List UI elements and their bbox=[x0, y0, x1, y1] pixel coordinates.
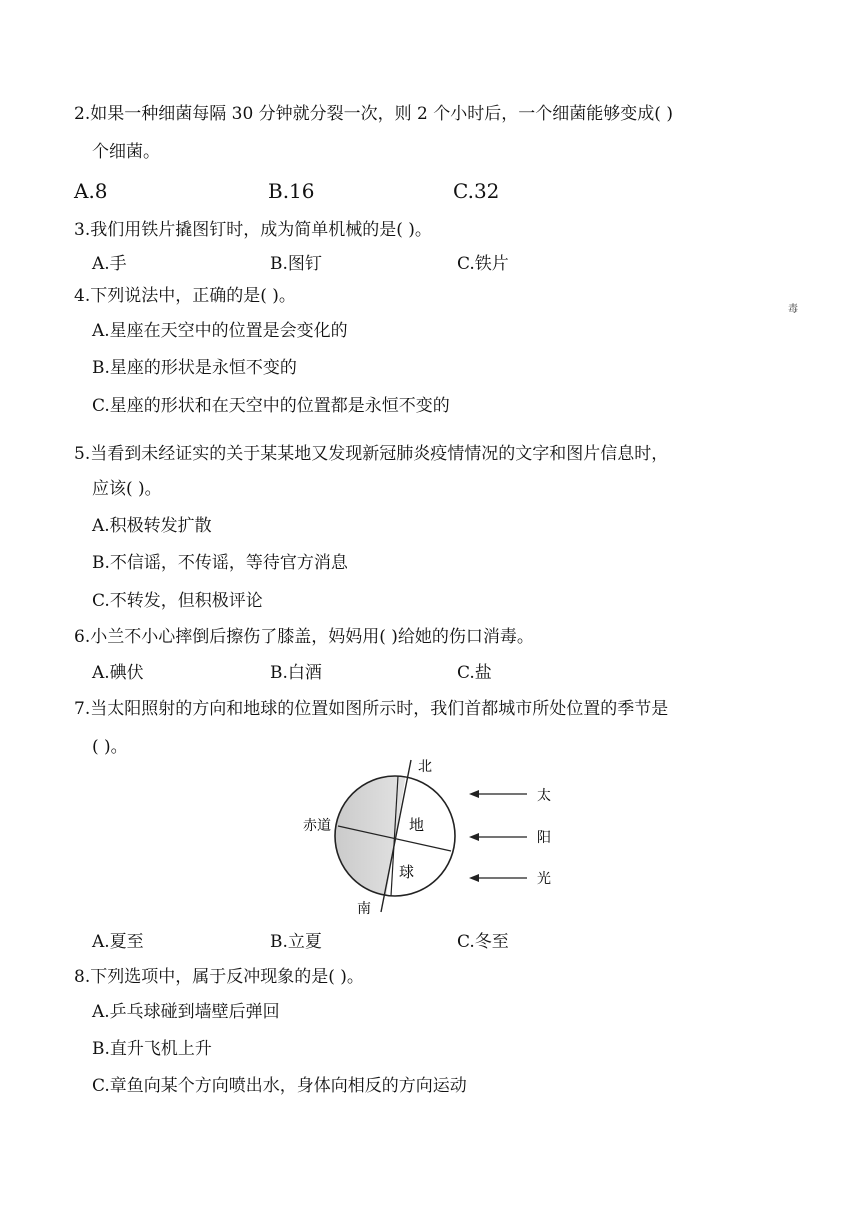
sun-label-3: 光 bbox=[537, 871, 551, 887]
sun-label-1: 太 bbox=[537, 788, 551, 804]
q8-stem: 8.下列选项中，属于反冲现象的是( )。 bbox=[74, 967, 364, 987]
margin-note: 毒 bbox=[788, 304, 798, 315]
q2-option-c: C.32 bbox=[453, 179, 500, 203]
q7-option-a: A.夏至 bbox=[92, 932, 144, 952]
q6-option-a: A.碘伏 bbox=[92, 663, 144, 683]
south-label: 南 bbox=[357, 901, 371, 917]
sun-label-2: 阳 bbox=[537, 830, 551, 846]
q2-option-a: A.8 bbox=[74, 179, 108, 203]
q6-stem: 6.小兰不小心摔倒后擦伤了膝盖，妈妈用( )给她的伤口消毒。 bbox=[74, 627, 534, 647]
q2-option-b: B.16 bbox=[268, 179, 315, 203]
q4-stem: 4.下列说法中，正确的是( )。 bbox=[74, 286, 296, 306]
q4-option-b: B.星座的形状是永恒不变的 bbox=[92, 358, 297, 378]
north-label: 北 bbox=[418, 759, 432, 775]
q6-option-c: C.盐 bbox=[457, 663, 492, 683]
earth-label-2: 球 bbox=[399, 863, 415, 881]
q3-stem: 3.我们用铁片撬图钉时，成为简单机械的是( )。 bbox=[74, 220, 432, 240]
q8-option-a: A.乒乓球碰到墙壁后弹回 bbox=[92, 1002, 280, 1022]
equator-label: 赤道 bbox=[303, 818, 331, 834]
earth-sunlight-figure bbox=[295, 750, 565, 920]
q7-stem-line1: 7.当太阳照射的方向和地球的位置如图所示时，我们首都城市所处位置的季节是 bbox=[74, 699, 669, 719]
q3-option-c: C.铁片 bbox=[457, 254, 509, 274]
q7-option-c: C.冬至 bbox=[457, 932, 509, 952]
q3-option-b: B.图钉 bbox=[270, 254, 322, 274]
q8-option-b: B.直升飞机上升 bbox=[92, 1039, 212, 1059]
q5-option-b: B.不信谣，不传谣，等待官方消息 bbox=[92, 553, 348, 573]
q6-option-b: B.白酒 bbox=[270, 663, 322, 683]
earth-label-1: 地 bbox=[409, 816, 425, 834]
q5-option-c: C.不转发，但积极评论 bbox=[92, 591, 263, 611]
q2-stem-line2: 个细菌。 bbox=[92, 142, 160, 162]
q4-option-c: C.星座的形状和在天空中的位置都是永恒不变的 bbox=[92, 396, 450, 416]
q2-stem-line1: 2.如果一种细菌每隔 30 分钟就分裂一次，则 2 个小时后，一个细菌能够变成( ) bbox=[74, 104, 673, 124]
q5-stem-line1: 5.当看到未经证实的关于某某地又发现新冠肺炎疫情情况的文字和图片信息时， bbox=[74, 444, 669, 464]
q7-stem-line2: ( )。 bbox=[92, 737, 128, 757]
q4-option-a: A.星座在天空中的位置是会变化的 bbox=[92, 321, 348, 341]
q8-option-c: C.章鱼向某个方向喷出水，身体向相反的方向运动 bbox=[92, 1076, 467, 1096]
q3-option-a: A.手 bbox=[92, 254, 127, 274]
q5-stem-line2: 应该( )。 bbox=[92, 479, 162, 499]
q7-option-b: B.立夏 bbox=[270, 932, 322, 952]
q5-option-a: A.积极转发扩散 bbox=[92, 516, 212, 536]
